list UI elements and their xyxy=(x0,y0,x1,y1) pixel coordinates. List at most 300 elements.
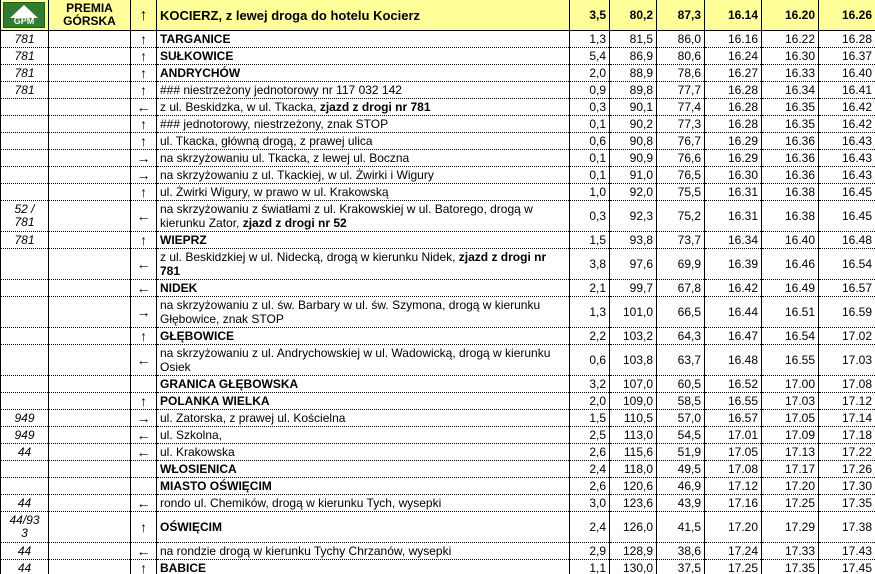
route-description xyxy=(157,167,570,184)
road-number-cell xyxy=(1,410,49,427)
total-km: 90,2 xyxy=(610,116,657,133)
route-description xyxy=(157,297,570,328)
time-fast: 16.52 xyxy=(705,376,762,393)
time-fast: 17.01 xyxy=(705,427,762,444)
time-fast: 17.12 xyxy=(705,478,762,495)
route-description xyxy=(157,495,570,512)
total-km: 91,0 xyxy=(610,167,657,184)
direction-arrow-icon: ↑ xyxy=(140,559,147,574)
premium-cell xyxy=(49,543,131,560)
time-slow: 16.45 xyxy=(819,201,875,232)
direction-arrow-icon: ↑ xyxy=(140,327,147,344)
header-direction: ↑ xyxy=(131,0,157,31)
remaining-km: 63,7 xyxy=(657,345,705,376)
description-text: na rondzie drogą w kierunku Tychy Chrzanów, wysepki xyxy=(160,543,452,558)
direction-cell xyxy=(131,65,157,82)
route-description xyxy=(157,232,570,249)
direction-cell xyxy=(131,150,157,167)
remaining-km: 41,5 xyxy=(657,512,705,543)
route-description xyxy=(157,410,570,427)
time-mid: 16.55 xyxy=(762,345,819,376)
remaining-km: 49,5 xyxy=(657,461,705,478)
table-row xyxy=(1,167,875,184)
description-text: ul. Tkacka, główną drogą, z prawej ulica xyxy=(160,133,373,148)
route-description xyxy=(157,444,570,461)
premium-cell xyxy=(49,297,131,328)
segment-distance: 0,1 xyxy=(570,150,610,167)
direction-cell xyxy=(131,232,157,249)
description-text: na skrzyżowaniu z światłami z ul. Krakowskiej w ul. Batorego, drogą w kierunku Zator, xyxy=(160,202,533,230)
total-km: 123,6 xyxy=(610,495,657,512)
time-slow: 16.43 xyxy=(819,133,875,150)
table-row xyxy=(1,328,875,345)
road-number-cell xyxy=(1,201,49,232)
total-km: 89,8 xyxy=(610,82,657,99)
table-row xyxy=(1,461,875,478)
time-fast: 17.24 xyxy=(705,543,762,560)
direction-cell xyxy=(131,345,157,376)
time-mid: 16.38 xyxy=(762,201,819,232)
description-text: BABICE xyxy=(160,560,207,574)
premium-cell xyxy=(49,249,131,280)
total-km: 115,6 xyxy=(610,444,657,461)
time-mid: 16.49 xyxy=(762,280,819,297)
premium-cell xyxy=(49,65,131,82)
segment-distance: 1,3 xyxy=(570,297,610,328)
time-slow: 16.42 xyxy=(819,116,875,133)
time-fast: 16.47 xyxy=(705,328,762,345)
time-fast: 16.27 xyxy=(705,65,762,82)
direction-cell xyxy=(131,444,157,461)
remaining-km: 76,5 xyxy=(657,167,705,184)
segment-distance: 5,4 xyxy=(570,48,610,65)
description-text: na skrzyżowaniu z ul. Andrychowskiej w ul. Wadowicką, drogą w kierunku Osiek xyxy=(160,346,551,374)
remaining-km: 80,6 xyxy=(657,48,705,65)
road-number-cell xyxy=(1,150,49,167)
road-number-cell xyxy=(1,280,49,297)
time-mid: 16.34 xyxy=(762,82,819,99)
road-number-cell xyxy=(1,48,49,65)
remaining-km: 46,9 xyxy=(657,478,705,495)
description-text: z ul. Beskidzkiej w ul. Nidecką, drogą w kierunku Nidek, xyxy=(160,250,459,264)
time-mid: 16.35 xyxy=(762,116,819,133)
road-number: 781 xyxy=(14,48,35,63)
route-description xyxy=(157,560,570,574)
time-slow: 16.54 xyxy=(819,249,875,280)
time-fast: 17.08 xyxy=(705,461,762,478)
table-row xyxy=(1,82,875,99)
time-slow: 17.35 xyxy=(819,495,875,512)
table-row xyxy=(1,560,875,574)
direction-arrow-icon: ← xyxy=(136,255,151,272)
description-text: ul. Krakowska xyxy=(160,444,235,459)
total-km: 107,0 xyxy=(610,376,657,393)
table-row xyxy=(1,543,875,560)
time-mid: 16.36 xyxy=(762,133,819,150)
premium-cell xyxy=(49,560,131,574)
premium-cell xyxy=(49,345,131,376)
description-text: MIASTO OŚWIĘCIM xyxy=(160,478,272,493)
table-row xyxy=(1,393,875,410)
time-slow: 17.30 xyxy=(819,478,875,495)
table-row xyxy=(1,201,875,232)
direction-arrow-icon: ← xyxy=(136,494,151,511)
route-description xyxy=(157,512,570,543)
direction-arrow-icon: ↑ xyxy=(140,47,147,64)
road-number: 781 xyxy=(14,65,35,80)
time-mid: 16.36 xyxy=(762,150,819,167)
direction-arrow-icon: ↑ xyxy=(140,231,147,248)
route-description xyxy=(157,184,570,201)
direction-arrow-icon: ← xyxy=(136,443,151,460)
time-slow: 16.43 xyxy=(819,150,875,167)
road-number-cell xyxy=(1,31,49,48)
time-fast: 16.28 xyxy=(705,82,762,99)
time-mid: 17.20 xyxy=(762,478,819,495)
road-number-cell xyxy=(1,444,49,461)
total-km: 103,2 xyxy=(610,328,657,345)
time-mid: 16.36 xyxy=(762,167,819,184)
road-number-cell xyxy=(1,393,49,410)
time-mid: 16.30 xyxy=(762,48,819,65)
segment-distance: 1,1 xyxy=(570,560,610,574)
segment-distance: 0,6 xyxy=(570,133,610,150)
time-mid: 17.05 xyxy=(762,410,819,427)
direction-arrow-icon: → xyxy=(136,166,151,183)
segment-distance: 0,1 xyxy=(570,116,610,133)
table-row xyxy=(1,48,875,65)
remaining-km: 64,3 xyxy=(657,328,705,345)
direction-arrow-icon: ↑ xyxy=(140,518,147,535)
route-table-body xyxy=(1,0,875,574)
table-row xyxy=(1,150,875,167)
route-description xyxy=(157,328,570,345)
road-number: 781 xyxy=(14,232,35,247)
total-km: 128,9 xyxy=(610,543,657,560)
description-text xyxy=(160,202,533,230)
road-number-cell xyxy=(1,82,49,99)
description-text xyxy=(160,100,431,114)
premium-cell xyxy=(49,31,131,48)
time-mid: 16.51 xyxy=(762,297,819,328)
header-time3: 16.26 xyxy=(819,0,875,31)
time-fast: 16.29 xyxy=(705,150,762,167)
route-description xyxy=(157,48,570,65)
description-text: GŁĘBOWICE xyxy=(160,328,234,343)
table-row xyxy=(1,410,875,427)
time-slow: 17.02 xyxy=(819,328,875,345)
road-number-cell xyxy=(1,133,49,150)
road-number-cell xyxy=(1,65,49,82)
time-fast: 16.24 xyxy=(705,48,762,65)
time-slow: 16.48 xyxy=(819,232,875,249)
time-mid: 16.40 xyxy=(762,232,819,249)
time-slow: 16.28 xyxy=(819,31,875,48)
time-mid: 17.13 xyxy=(762,444,819,461)
route-description xyxy=(157,478,570,495)
time-slow: 16.42 xyxy=(819,99,875,116)
total-km: 93,8 xyxy=(610,232,657,249)
segment-distance: 2,2 xyxy=(570,328,610,345)
road-number-cell xyxy=(1,232,49,249)
road-number-cell xyxy=(1,345,49,376)
description-text: SUŁKOWICE xyxy=(160,48,234,63)
exit-note: zjazd z drogi nr 781 xyxy=(319,99,431,114)
remaining-km: 77,7 xyxy=(657,82,705,99)
time-slow: 16.59 xyxy=(819,297,875,328)
road-number: 781 xyxy=(14,82,35,97)
route-description xyxy=(157,133,570,150)
road-number-cell xyxy=(1,560,49,574)
table-row xyxy=(1,297,875,328)
premium-cell xyxy=(49,133,131,150)
time-slow: 16.43 xyxy=(819,167,875,184)
time-mid: 17.03 xyxy=(762,393,819,410)
total-km: 110,5 xyxy=(610,410,657,427)
time-slow: 17.14 xyxy=(819,410,875,427)
time-fast: 16.30 xyxy=(705,167,762,184)
segment-distance: 1,5 xyxy=(570,410,610,427)
premium-cell xyxy=(49,444,131,461)
premium-cell xyxy=(49,167,131,184)
time-mid: 17.35 xyxy=(762,560,819,574)
table-row xyxy=(1,99,875,116)
premium-cell xyxy=(49,82,131,99)
road-number: 44 xyxy=(17,543,32,558)
logo-text: GPM xyxy=(13,16,35,26)
description-text: ul. Żwirki Wigury, w prawo w ul. Krakowską xyxy=(160,184,389,199)
remaining-km: 54,5 xyxy=(657,427,705,444)
route-description xyxy=(157,345,570,376)
description-text: na skrzyżowaniu ul. Tkacka, z lewej ul. Boczna xyxy=(160,150,410,165)
route-description xyxy=(157,82,570,99)
direction-cell xyxy=(131,427,157,444)
direction-arrow-icon: → xyxy=(136,303,151,320)
road-number-cell xyxy=(1,427,49,444)
time-fast: 16.44 xyxy=(705,297,762,328)
time-mid: 17.25 xyxy=(762,495,819,512)
segment-distance: 3,2 xyxy=(570,376,610,393)
road-number-cell xyxy=(1,478,49,495)
premium-cell xyxy=(49,150,131,167)
road-number-cell xyxy=(1,99,49,116)
segment-distance: 0,1 xyxy=(570,167,610,184)
segment-distance: 0,6 xyxy=(570,345,610,376)
direction-arrow-icon: ← xyxy=(136,279,151,296)
premium-cell xyxy=(49,99,131,116)
route-description xyxy=(157,116,570,133)
segment-distance: 3,8 xyxy=(570,249,610,280)
segment-distance: 2,0 xyxy=(570,65,610,82)
total-km: 130,0 xyxy=(610,560,657,574)
table-row xyxy=(1,427,875,444)
segment-distance: 1,3 xyxy=(570,31,610,48)
premium-cell xyxy=(49,512,131,543)
road-number: 44 xyxy=(17,560,32,574)
direction-arrow-icon: ↑ xyxy=(140,132,147,149)
remaining-km: 51,9 xyxy=(657,444,705,461)
time-fast: 17.05 xyxy=(705,444,762,461)
exit-note: zjazd z drogi nr 52 xyxy=(242,216,347,230)
premium-cell xyxy=(49,184,131,201)
table-row xyxy=(1,249,875,280)
time-fast: 16.39 xyxy=(705,249,762,280)
total-km: 120,6 xyxy=(610,478,657,495)
description-text: na skrzyżowaniu z ul. św. Barbary w ul. św. Szymona, drogą w kierunku Głębowice, znak STOP xyxy=(160,298,541,326)
road-number-cell xyxy=(1,543,49,560)
segment-distance: 0,3 xyxy=(570,201,610,232)
direction-arrow-icon: → xyxy=(136,409,151,426)
route-description xyxy=(157,249,570,280)
time-slow: 17.08 xyxy=(819,376,875,393)
direction-arrow-icon: ↑ xyxy=(140,183,147,200)
description-text: ul. Szkolna, xyxy=(160,427,223,442)
table-row xyxy=(1,376,875,393)
total-km: 109,0 xyxy=(610,393,657,410)
description-text: ### niestrzeżony jednotorowy nr 117 032 142 xyxy=(160,82,402,97)
road-number-cell xyxy=(1,167,49,184)
table-row xyxy=(1,133,875,150)
premium-cell xyxy=(49,0,131,31)
total-km: 101,0 xyxy=(610,297,657,328)
time-mid: 16.46 xyxy=(762,249,819,280)
remaining-km: 76,7 xyxy=(657,133,705,150)
direction-cell xyxy=(131,393,157,410)
description-text: TARGANICE xyxy=(160,31,231,46)
premium-cell xyxy=(49,495,131,512)
logo-cell xyxy=(1,0,49,31)
road-number-cell xyxy=(1,376,49,393)
road-number-cell xyxy=(1,328,49,345)
total-km: 113,0 xyxy=(610,427,657,444)
remaining-km: 66,5 xyxy=(657,297,705,328)
premium-cell xyxy=(49,232,131,249)
direction-arrow-icon: ← xyxy=(136,207,151,224)
road-number: 949 xyxy=(14,427,35,442)
description-text: ul. Zatorska, z prawej ul. Kościelna xyxy=(160,410,346,425)
premium-cell xyxy=(49,410,131,427)
direction-cell xyxy=(131,512,157,543)
description-text: OŚWIĘCIM xyxy=(160,519,222,534)
description-text: na skrzyżowaniu z ul. Tkackiej, w ul. Żwirki i Wigury xyxy=(160,167,434,182)
direction-cell xyxy=(131,410,157,427)
header-segment: 3,5 xyxy=(570,0,610,31)
header-time1: 16.14 xyxy=(705,0,762,31)
route-description xyxy=(157,280,570,297)
segment-distance: 2,1 xyxy=(570,280,610,297)
premium-cell xyxy=(49,478,131,495)
header-km: 80,2 xyxy=(610,0,657,31)
description-text: GRANICA GŁĘBOWSKA xyxy=(160,376,299,391)
route-description xyxy=(157,376,570,393)
remaining-km: 69,9 xyxy=(657,249,705,280)
remaining-km: 86,0 xyxy=(657,31,705,48)
route-description xyxy=(157,150,570,167)
road-number: 44/93 xyxy=(9,513,40,527)
time-fast: 16.29 xyxy=(705,133,762,150)
direction-arrow-icon: ↑ xyxy=(140,64,147,81)
time-mid: 16.54 xyxy=(762,328,819,345)
total-km: 86,9 xyxy=(610,48,657,65)
total-km: 97,6 xyxy=(610,249,657,280)
segment-distance: 2,5 xyxy=(570,427,610,444)
table-row xyxy=(1,478,875,495)
table-row xyxy=(1,444,875,461)
direction-cell xyxy=(131,478,157,495)
description-text xyxy=(160,250,546,278)
remaining-km: 58,5 xyxy=(657,393,705,410)
description-text: ### jednotorowy, niestrzeżony, znak STOP xyxy=(160,116,389,131)
description-text: POLANKA WIELKA xyxy=(160,393,270,408)
road-number: 44 xyxy=(17,444,32,459)
road-number-cell xyxy=(1,297,49,328)
time-slow: 17.43 xyxy=(819,543,875,560)
direction-arrow-icon: ↑ xyxy=(140,81,147,98)
road-number-cell xyxy=(1,495,49,512)
road-number: 52 / xyxy=(14,202,35,216)
direction-cell xyxy=(131,280,157,297)
table-row xyxy=(1,280,875,297)
premium-title: PREMIA GÓRSKA xyxy=(63,1,116,28)
time-slow: 16.40 xyxy=(819,65,875,82)
direction-cell xyxy=(131,133,157,150)
segment-distance: 2,4 xyxy=(570,461,610,478)
direction-cell xyxy=(131,116,157,133)
header-destination: KOCIERZ, z lewej droga do hotelu Kocierz xyxy=(157,0,570,31)
time-slow: 17.03 xyxy=(819,345,875,376)
time-slow: 16.41 xyxy=(819,82,875,99)
time-fast: 16.55 xyxy=(705,393,762,410)
total-km: 103,8 xyxy=(610,345,657,376)
remaining-km: 76,6 xyxy=(657,150,705,167)
segment-distance: 1,5 xyxy=(570,232,610,249)
direction-cell xyxy=(131,184,157,201)
direction-cell xyxy=(131,328,157,345)
time-fast: 16.48 xyxy=(705,345,762,376)
time-fast: 16.28 xyxy=(705,99,762,116)
time-slow: 17.18 xyxy=(819,427,875,444)
description-text: z ul. Beskidzka, w ul. Tkacka, xyxy=(160,99,320,114)
time-fast: 16.42 xyxy=(705,280,762,297)
time-mid: 17.17 xyxy=(762,461,819,478)
remaining-km: 57,0 xyxy=(657,410,705,427)
time-fast: 16.28 xyxy=(705,116,762,133)
road-number: 44 xyxy=(17,495,32,510)
remaining-km: 38,6 xyxy=(657,543,705,560)
road-number-cell xyxy=(1,512,49,543)
time-mid: 16.33 xyxy=(762,65,819,82)
direction-cell xyxy=(131,297,157,328)
description-text: WIEPRZ xyxy=(160,232,207,247)
time-fast: 16.34 xyxy=(705,232,762,249)
premium-cell xyxy=(49,393,131,410)
time-fast: 16.57 xyxy=(705,410,762,427)
direction-cell xyxy=(131,167,157,184)
remaining-km: 37,5 xyxy=(657,560,705,574)
route-description xyxy=(157,201,570,232)
time-mid: 17.09 xyxy=(762,427,819,444)
road-number-cont: 3 xyxy=(21,526,28,540)
total-km: 90,1 xyxy=(610,99,657,116)
remaining-km: 43,9 xyxy=(657,495,705,512)
direction-arrow-icon: ← xyxy=(136,351,151,368)
direction-cell xyxy=(131,543,157,560)
direction-cell xyxy=(131,461,157,478)
road-number-cell xyxy=(1,184,49,201)
header-remaining: 87,3 xyxy=(657,0,705,31)
road-number: 949 xyxy=(14,410,35,425)
direction-cell xyxy=(131,249,157,280)
